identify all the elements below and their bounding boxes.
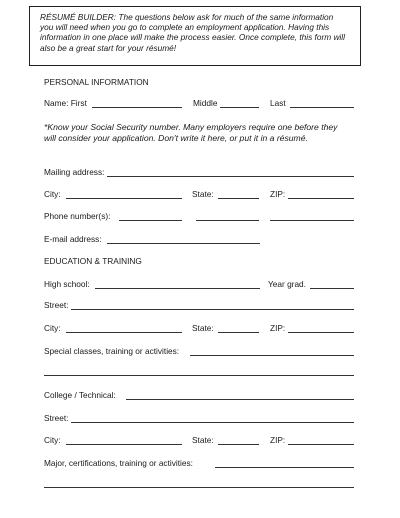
- college-zip-field[interactable]: [288, 444, 354, 445]
- college-state-field[interactable]: [218, 444, 259, 445]
- college-street-label: Street:: [44, 413, 69, 423]
- college-row: [44, 390, 354, 404]
- college-field[interactable]: [126, 399, 354, 400]
- ssn-note-line-1: *Know your Social Security number. Many employers require one before they: [44, 122, 338, 132]
- name-row: [44, 98, 354, 112]
- phone-label: Phone number(s):: [44, 211, 111, 221]
- major-label: Major, certifications, training or activities:: [44, 458, 193, 468]
- college-city-field[interactable]: [66, 444, 182, 445]
- hs-street-label: Street:: [44, 300, 69, 310]
- mailing-field[interactable]: [107, 176, 354, 177]
- college-state-label: State:: [192, 435, 214, 445]
- intro-line-4: also be a great start for your résumé!: [40, 42, 177, 53]
- major-row: [44, 458, 354, 472]
- phone-field-2[interactable]: [196, 220, 259, 221]
- college-street-row: [44, 413, 354, 427]
- email-row: [44, 234, 354, 248]
- phone-row: [44, 211, 354, 225]
- name-last-label: Last: [270, 98, 286, 108]
- college-zip-label: ZIP:: [270, 435, 286, 445]
- hs-state-label: State:: [192, 323, 214, 333]
- college-city-label: City:: [44, 435, 61, 445]
- college-label: College / Technical:: [44, 390, 116, 400]
- city-row: [44, 189, 354, 203]
- state-field[interactable]: [218, 198, 259, 199]
- special-row: [44, 346, 354, 360]
- college-street-field[interactable]: [71, 422, 354, 423]
- college-city-row: [44, 435, 354, 449]
- intro-title: RÉSUMÉ BUILDER:: [40, 12, 117, 22]
- zip-label: ZIP:: [270, 189, 286, 199]
- intro-box: [29, 6, 361, 66]
- name-middle-label: Middle: [193, 98, 218, 108]
- zip-field[interactable]: [288, 198, 354, 199]
- hs-city-label: City:: [44, 323, 61, 333]
- major-field[interactable]: [215, 467, 354, 468]
- intro-line-3: information in one place will make the process easier. Once complete, this form will: [40, 32, 345, 43]
- high-school-row: [44, 279, 354, 293]
- ssn-note-line-2: will consider your application. Don't write it here, or put it in a résumé.: [44, 133, 308, 143]
- education-heading: EDUCATION & TRAINING: [44, 256, 142, 266]
- hs-zip-label: ZIP:: [270, 323, 286, 333]
- email-field[interactable]: [107, 243, 260, 244]
- mailing-row: [44, 167, 354, 181]
- major-field-line-2[interactable]: [44, 487, 354, 488]
- special-field-line-2[interactable]: [44, 375, 354, 376]
- city-field[interactable]: [66, 198, 182, 199]
- hs-street-row: [44, 300, 354, 314]
- high-school-field[interactable]: [95, 288, 260, 289]
- email-label: E-mail address:: [44, 234, 102, 244]
- year-grad-field[interactable]: [310, 288, 354, 289]
- high-school-label: High school:: [44, 279, 90, 289]
- hs-city-row: [44, 323, 354, 337]
- ssn-note: [44, 122, 356, 144]
- intro-line-1: The questions below ask for much of the same information: [116, 12, 334, 22]
- special-label: Special classes, training or activities:: [44, 346, 180, 356]
- year-grad-label: Year grad.: [268, 279, 306, 289]
- hs-zip-field[interactable]: [288, 332, 354, 333]
- name-first-field[interactable]: [92, 107, 182, 108]
- city-label: City:: [44, 189, 61, 199]
- name-last-field[interactable]: [290, 107, 354, 108]
- intro-line-2: you will need when you go to complete an employment application. Having this: [40, 22, 330, 33]
- mailing-label: Mailing address:: [44, 167, 105, 177]
- phone-field-1[interactable]: [119, 220, 182, 221]
- special-field[interactable]: [190, 355, 354, 356]
- name-middle-field[interactable]: [220, 107, 259, 108]
- hs-state-field[interactable]: [218, 332, 259, 333]
- phone-field-3[interactable]: [270, 220, 354, 221]
- hs-city-field[interactable]: [66, 332, 182, 333]
- hs-street-field[interactable]: [71, 309, 354, 310]
- name-first-label: Name: First: [44, 98, 87, 108]
- state-label: State:: [192, 189, 214, 199]
- personal-heading: PERSONAL INFORMATION: [44, 77, 149, 87]
